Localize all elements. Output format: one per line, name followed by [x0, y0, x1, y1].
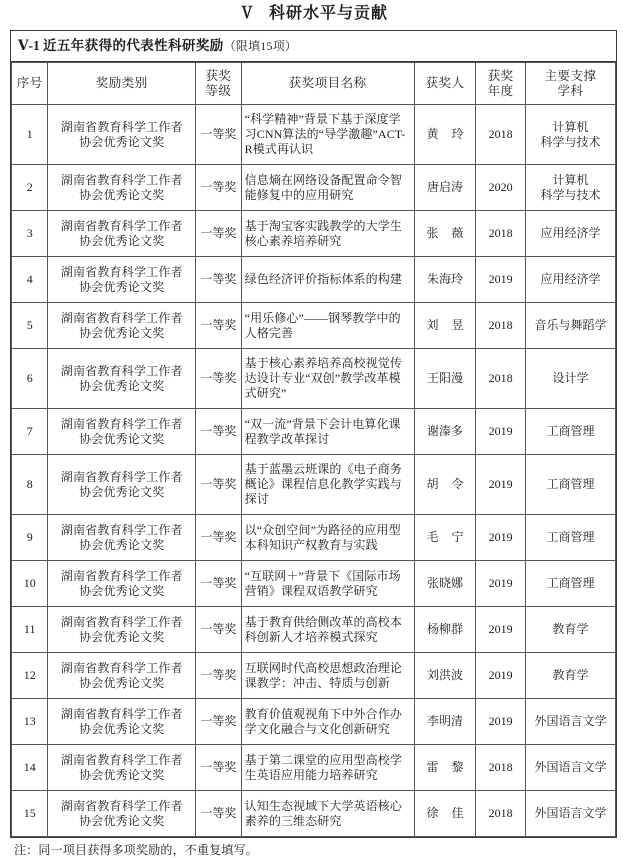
category-line1: 湖南省教育科学工作者 [60, 522, 183, 537]
cell-person: 谢溱多 [414, 409, 476, 455]
subject-line1: 应用经济学 [540, 272, 601, 286]
section-frame [10, 30, 617, 838]
category-line1: 湖南省教育科学工作者 [60, 264, 183, 279]
cell-subject [525, 211, 615, 257]
subject-line1: 工商管理 [546, 477, 595, 491]
page-title-numeral: Ⅴ [238, 5, 255, 22]
table-row [12, 257, 616, 303]
cell-subject [525, 349, 615, 409]
subject-line1: 工商管理 [546, 530, 595, 544]
subject-line1: 教育学 [552, 622, 589, 636]
cell-category [48, 455, 196, 515]
cell-award-level: 一等奖 [196, 409, 242, 455]
cell-category [48, 791, 196, 837]
cell-project-name: 认知生态视域下大学英语核心素养的三维态研究 [241, 791, 414, 837]
cell-person: 黄 玲 [414, 105, 476, 165]
category-line1: 湖南省教育科学工作者 [60, 614, 183, 629]
cell-project-name: 教育价值观视角下中外合作办学文化融合与文化创新研究 [241, 699, 414, 745]
cell-no: 6 [12, 349, 48, 409]
cell-subject [525, 409, 615, 455]
column-header-level-line1: 获奖 [205, 68, 232, 83]
page-title-text: 科研水平与贡献 [269, 5, 389, 22]
category-line2: 协会优秀论文奖 [79, 629, 165, 644]
table-row [12, 165, 616, 211]
cell-award-level: 一等奖 [196, 745, 242, 791]
cell-award-level: 一等奖 [196, 165, 242, 211]
category-line1: 湖南省教育科学工作者 [60, 660, 183, 675]
cell-award-level: 一等奖 [196, 303, 242, 349]
category-line1: 湖南省教育科学工作者 [60, 218, 183, 233]
column-header-no: 序号 [12, 63, 48, 105]
column-header-category: 奖励类别 [48, 63, 196, 105]
cell-person: 毛 宁 [414, 515, 476, 561]
column-header-subject-line1: 主要支撑 [544, 68, 597, 83]
cell-no: 9 [12, 515, 48, 561]
cell-category [48, 165, 196, 211]
cell-category [48, 699, 196, 745]
category-line2: 协会优秀论文奖 [79, 537, 165, 552]
subject-line1: 计算机 [552, 172, 589, 187]
cell-year: 2019 [476, 409, 526, 455]
cell-no: 5 [12, 303, 48, 349]
cell-person: 唐启涛 [414, 165, 476, 211]
subject-line2: 科学与技术 [540, 187, 601, 202]
cell-no: 8 [12, 455, 48, 515]
cell-project-name: “科学精神”背景下基于深度学习CNN算法的“导学激趣”ACT-R模式再认识 [241, 105, 414, 165]
cell-no: 10 [12, 561, 48, 607]
column-header-person: 获奖人 [414, 63, 476, 105]
cell-subject [525, 791, 615, 837]
cell-year: 2018 [476, 303, 526, 349]
cell-award-level: 一等奖 [196, 699, 242, 745]
category-line2: 协会优秀论文奖 [79, 187, 165, 202]
cell-subject [525, 699, 615, 745]
cell-person: 杨柳群 [414, 607, 476, 653]
cell-person: 张 薇 [414, 211, 476, 257]
cell-project-name: 基于蓝墨云班课的《电子商务概论》课程信息化教学实践与探讨 [241, 455, 414, 515]
cell-project-name: 基于第二课堂的应用型高校学生英语应用能力培养研究 [241, 745, 414, 791]
cell-person: 雷 黎 [414, 745, 476, 791]
cell-award-level: 一等奖 [196, 211, 242, 257]
cell-person: 朱海玲 [414, 257, 476, 303]
cell-award-level: 一等奖 [196, 105, 242, 165]
cell-year: 2019 [476, 515, 526, 561]
cell-no: 14 [12, 745, 48, 791]
table-row [12, 303, 616, 349]
table-header-row [12, 63, 616, 105]
cell-person: 李明清 [414, 699, 476, 745]
cell-no: 4 [12, 257, 48, 303]
table-row [12, 607, 616, 653]
cell-year: 2018 [476, 745, 526, 791]
subject-line1: 外国语言文学 [534, 760, 607, 774]
cell-person: 刘 昱 [414, 303, 476, 349]
cell-category [48, 349, 196, 409]
cell-project-name: 绿色经济评价指标体系的构建 [241, 257, 414, 303]
cell-award-level: 一等奖 [196, 455, 242, 515]
table-row [12, 699, 616, 745]
table-row [12, 515, 616, 561]
cell-subject [525, 165, 615, 211]
subject-line2: 科学与技术 [540, 134, 601, 149]
cell-year: 2019 [476, 653, 526, 699]
section-title: 近五年获得的代表性科研奖励 [42, 38, 224, 53]
awards-table-body [12, 105, 616, 837]
table-row [12, 791, 616, 837]
cell-year: 2018 [476, 791, 526, 837]
cell-year: 2018 [476, 211, 526, 257]
cell-person: 张晓娜 [414, 561, 476, 607]
cell-no: 11 [12, 607, 48, 653]
table-row [12, 105, 616, 165]
table-row [12, 211, 616, 257]
cell-category [48, 653, 196, 699]
category-line1: 湖南省教育科学工作者 [60, 119, 183, 134]
cell-year: 2019 [476, 607, 526, 653]
category-line1: 湖南省教育科学工作者 [60, 172, 183, 187]
category-line1: 湖南省教育科学工作者 [60, 706, 183, 721]
cell-category [48, 745, 196, 791]
cell-category [48, 211, 196, 257]
cell-no: 1 [12, 105, 48, 165]
cell-category [48, 561, 196, 607]
cell-award-level: 一等奖 [196, 515, 242, 561]
category-line2: 协会优秀论文奖 [79, 813, 165, 828]
table-row [12, 455, 616, 515]
subject-line1: 教育学 [552, 668, 589, 682]
cell-no: 2 [12, 165, 48, 211]
cell-subject [525, 455, 615, 515]
cell-award-level: 一等奖 [196, 653, 242, 699]
cell-year: 2019 [476, 699, 526, 745]
cell-year: 2020 [476, 165, 526, 211]
subject-line1: 设计学 [552, 371, 589, 385]
cell-award-level: 一等奖 [196, 257, 242, 303]
cell-category [48, 409, 196, 455]
cell-category [48, 515, 196, 561]
cell-no: 15 [12, 791, 48, 837]
footer-note: 注：同一项目获得多项奖励的，不重复填写。 [14, 843, 259, 857]
cell-award-level: 一等奖 [196, 607, 242, 653]
category-line1: 湖南省教育科学工作者 [60, 310, 183, 325]
cell-person: 王阳漫 [414, 349, 476, 409]
section-number: Ⅴ-1 [18, 38, 40, 53]
cell-subject [525, 607, 615, 653]
section-header [11, 31, 616, 62]
cell-category [48, 257, 196, 303]
cell-project-name: “双一流”背景下会计电算化课程教学改革探讨 [241, 409, 414, 455]
column-header-level [196, 63, 242, 105]
category-line2: 协会优秀论文奖 [79, 675, 165, 690]
section-limit-note: （限填15项） [223, 39, 298, 53]
cell-subject [525, 105, 615, 165]
subject-line1: 计算机 [552, 119, 589, 134]
table-row [12, 409, 616, 455]
subject-line1: 应用经济学 [540, 226, 601, 240]
cell-project-name: 信息熵在网络设备配置命令智能修复中的应用研究 [241, 165, 414, 211]
category-line2: 协会优秀论文奖 [79, 233, 165, 248]
cell-project-name: 基于教育供给侧改革的高校本科创新人才培养模式探究 [241, 607, 414, 653]
cell-category [48, 607, 196, 653]
category-line2: 协会优秀论文奖 [79, 279, 165, 294]
cell-subject [525, 745, 615, 791]
cell-year: 2018 [476, 105, 526, 165]
cell-person: 胡 令 [414, 455, 476, 515]
category-line2: 协会优秀论文奖 [79, 431, 165, 446]
table-row [12, 561, 616, 607]
column-header-year [476, 63, 526, 105]
subject-line1: 外国语言文学 [534, 806, 607, 820]
cell-subject [525, 653, 615, 699]
cell-project-name: 基于核心素养培养高校视觉传达设计专业“双创”教学改革模式研究” [241, 349, 414, 409]
cell-year: 2018 [476, 349, 526, 409]
cell-year: 2019 [476, 561, 526, 607]
category-line2: 协会优秀论文奖 [79, 484, 165, 499]
column-header-year-line2: 年度 [487, 83, 514, 98]
cell-year: 2019 [476, 455, 526, 515]
cell-year: 2019 [476, 257, 526, 303]
cell-person: 徐 佳 [414, 791, 476, 837]
subject-line1: 外国语言文学 [534, 714, 607, 728]
category-line1: 湖南省教育科学工作者 [60, 798, 183, 813]
table-row [12, 349, 616, 409]
column-header-project-name: 获奖项目名称 [241, 63, 414, 105]
cell-person: 刘洪波 [414, 653, 476, 699]
table-row [12, 653, 616, 699]
category-line1: 湖南省教育科学工作者 [60, 469, 183, 484]
cell-subject [525, 561, 615, 607]
cell-project-name: 互联网时代高校思想政治理论课教学：冲击、特质与创新 [241, 653, 414, 699]
table-row [12, 745, 616, 791]
cell-award-level: 一等奖 [196, 561, 242, 607]
column-header-year-line1: 获奖 [487, 68, 514, 83]
subject-line1: 工商管理 [546, 424, 595, 438]
column-header-subject [525, 63, 615, 105]
category-line1: 湖南省教育科学工作者 [60, 568, 183, 583]
cell-award-level: 一等奖 [196, 791, 242, 837]
cell-category [48, 105, 196, 165]
category-line2: 协会优秀论文奖 [79, 325, 165, 340]
page-title [0, 0, 627, 30]
category-line1: 湖南省教育科学工作者 [60, 363, 183, 378]
cell-award-level: 一等奖 [196, 349, 242, 409]
cell-subject [525, 257, 615, 303]
cell-no: 12 [12, 653, 48, 699]
category-line1: 湖南省教育科学工作者 [60, 752, 183, 767]
cell-project-name: “互联网＋”背景下《国际市场营销》课程双语教学研究 [241, 561, 414, 607]
subject-line1: 工商管理 [546, 576, 595, 590]
cell-subject [525, 303, 615, 349]
awards-table [11, 62, 616, 837]
cell-subject [525, 515, 615, 561]
category-line2: 协会优秀论文奖 [79, 721, 165, 736]
cell-project-name: 基于淘宝客实践教学的大学生核心素养培养研究 [241, 211, 414, 257]
cell-no: 3 [12, 211, 48, 257]
category-line2: 协会优秀论文奖 [79, 767, 165, 782]
cell-no: 13 [12, 699, 48, 745]
cell-project-name: “用乐修心”——钢琴教学中的人格完善 [241, 303, 414, 349]
category-line1: 湖南省教育科学工作者 [60, 416, 183, 431]
category-line2: 协会优秀论文奖 [79, 378, 165, 393]
category-line2: 协会优秀论文奖 [79, 134, 165, 149]
column-header-level-line2: 等级 [205, 83, 232, 98]
column-header-subject-line2: 学科 [557, 83, 584, 98]
cell-no: 7 [12, 409, 48, 455]
subject-line1: 音乐与舞蹈学 [534, 318, 607, 332]
cell-category [48, 303, 196, 349]
category-line2: 协会优秀论文奖 [79, 583, 165, 598]
cell-project-name: 以“众创空间”为路径的应用型本科知识产权教育与实践 [241, 515, 414, 561]
